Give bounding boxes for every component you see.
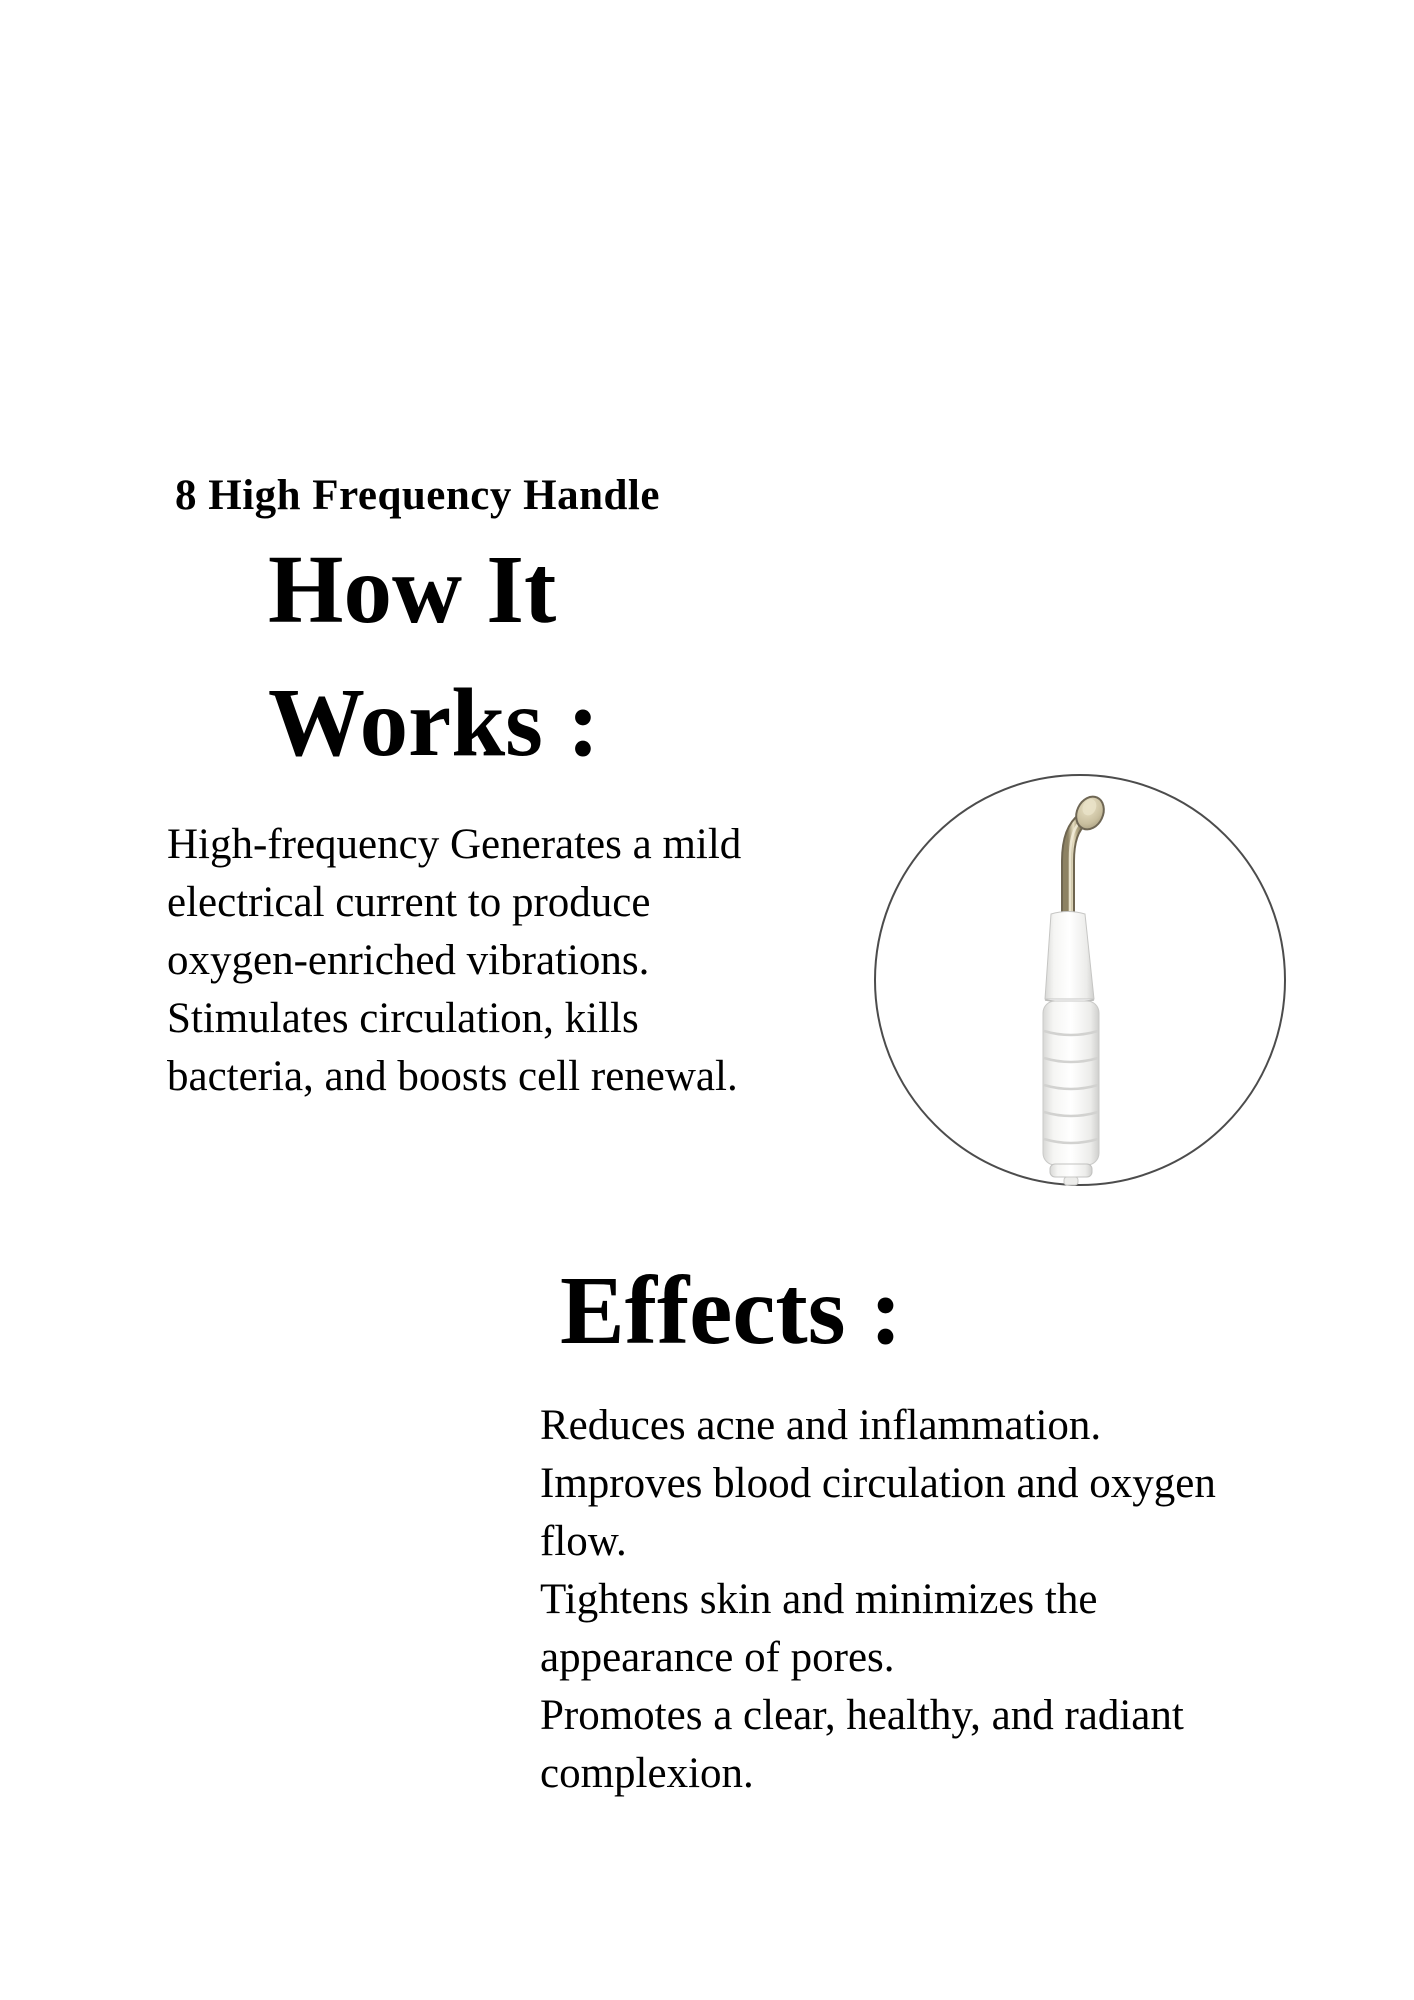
- effects-body-line: complexion.: [540, 1750, 754, 1797]
- how-it-works-body-line: High-frequency Generates a mild: [167, 821, 742, 868]
- handle-cone: [1045, 912, 1094, 1003]
- product-figure: [873, 773, 1287, 1187]
- how-it-works-body-line: Stimulates circulation, kills: [167, 995, 639, 1042]
- effects-body: [540, 1397, 1216, 1803]
- how-it-works-body-line: electrical current to produce: [167, 879, 651, 926]
- effects-body-line: Reduces acne and inflammation.: [540, 1402, 1102, 1449]
- effects-title: Effects :: [560, 1257, 903, 1364]
- effects-body-line: Improves blood circulation and oxygen: [540, 1460, 1216, 1507]
- effects-body-line: appearance of pores.: [540, 1634, 895, 1681]
- effects-body-line: Promotes a clear, healthy, and radiant: [540, 1692, 1184, 1739]
- handle-grip: [1043, 1001, 1099, 1165]
- how-it-works-body-line: bacteria, and boosts cell renewal.: [167, 1053, 738, 1100]
- how-it-works-body: [167, 816, 741, 1106]
- effects-body-line: Tightens skin and minimizes the: [540, 1576, 1098, 1623]
- how-it-works-title: [268, 523, 599, 789]
- high-frequency-handle-image: [873, 773, 1287, 1187]
- section-heading: 8 High Frequency Handle: [175, 472, 660, 519]
- effects-body-line: flow.: [540, 1518, 627, 1565]
- how-it-works-body-line: oxygen-enriched vibrations.: [167, 937, 650, 984]
- how-it-works-title-line-2: Works :: [268, 669, 600, 776]
- how-it-works-title-line-1: How It: [268, 536, 557, 643]
